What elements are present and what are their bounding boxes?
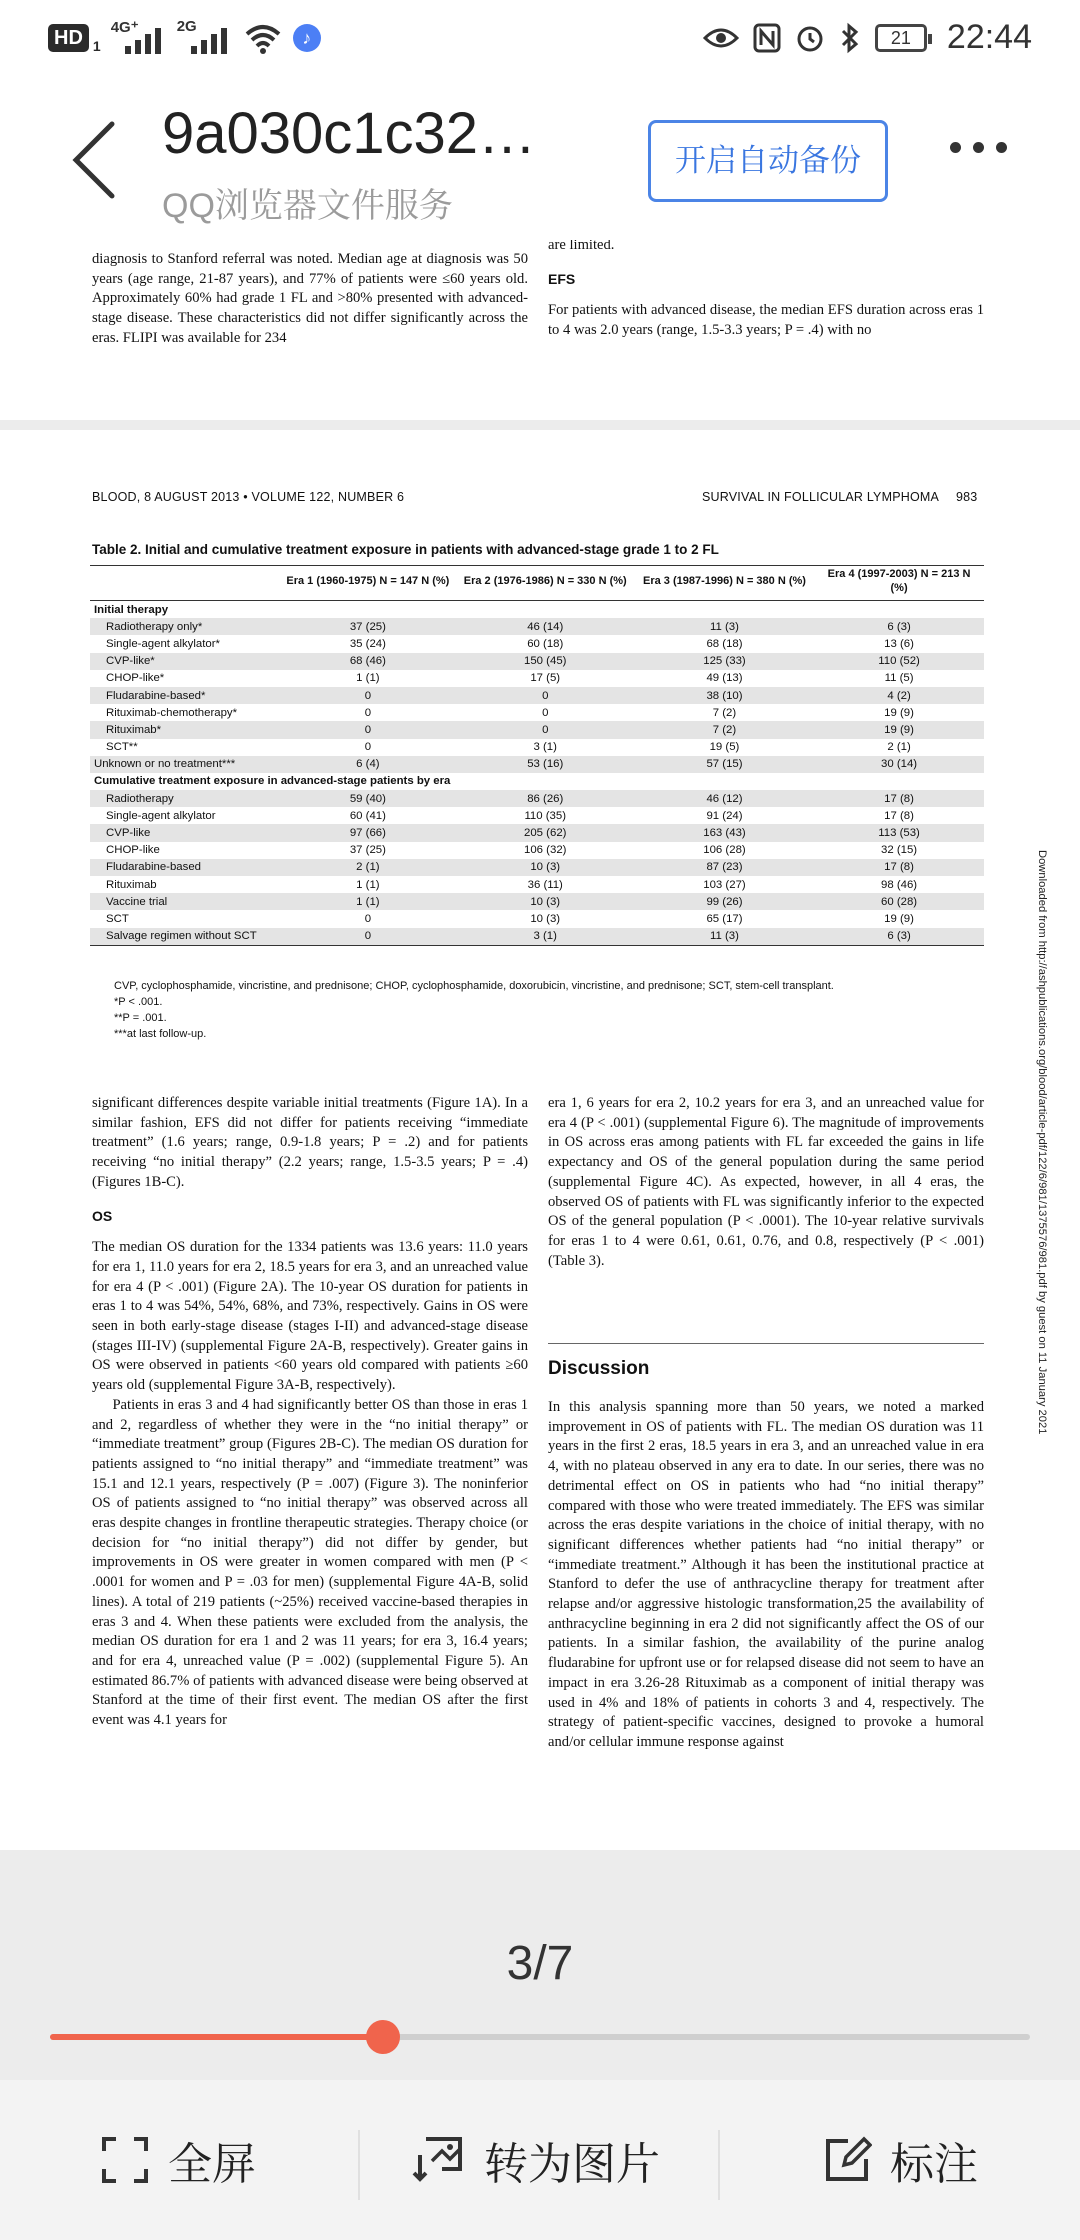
table-footnote: ***at last follow-up.: [114, 1028, 207, 1040]
table-header-cell: Era 3 (1987-1996) N = 380 N (%): [635, 566, 814, 601]
table-row-label: Radiotherapy: [90, 790, 280, 807]
table-header-cell: Era 1 (1960-1975) N = 147 N (%): [280, 566, 455, 601]
table-cell: 0: [280, 928, 455, 946]
edit-pencil-icon: [822, 2135, 872, 2185]
body-paragraph: significant differences despite variable initial treatments (Figure 1A). In a similar fashion, EFS did not differ for patients receiving “immediate treatment” (1.6 years; range, 0.9-1.8 years; P = .2) and for patients receiving “no initial therapy” (2.2 years; range, 1.5-3.5 years; P = .4) (Figures 1B-C).: [92, 1095, 528, 1190]
fullscreen-label: 全屏: [168, 2140, 256, 2189]
body-left-column: [92, 1094, 528, 1731]
table-row: [90, 704, 984, 721]
convert-to-image-button[interactable]: [412, 2080, 660, 2240]
table-row: [90, 635, 984, 652]
app-header: [0, 80, 1080, 240]
table-cell: 10 (3): [456, 893, 635, 910]
table-header-cell: Era 4 (1997-2003) N = 213 N (%): [814, 566, 984, 601]
table-footnote: CVP, cyclophosphamide, vincristine, and prednisone; CHOP, cyclophosphamide, doxorubicin, vincristine, and prednisone; SCT, stem-cell transplant.: [114, 980, 834, 992]
table-row: [90, 859, 984, 876]
table-cell: 0: [456, 687, 635, 704]
table-cell: 57 (15): [635, 756, 814, 773]
table-cell: 2 (1): [887, 741, 911, 754]
table-cell: 17 (8): [814, 859, 984, 876]
table-row: [90, 653, 984, 670]
table-row-label: CVP-like: [90, 824, 280, 841]
table-cell: 10 (3): [530, 912, 561, 925]
page-number: 983: [956, 490, 978, 504]
table-row-label: CHOP-like*: [106, 672, 165, 685]
signal-2g-label: 2G: [176, 18, 197, 35]
table-cell: 7 (2): [712, 706, 737, 719]
table-cell: 38 (10): [635, 687, 814, 704]
table-cell: 65 (17): [706, 912, 743, 925]
bluetooth-icon: [839, 22, 861, 54]
table-row-label: Radiotherapy only*: [90, 618, 280, 635]
table-row-label: Vaccine trial: [90, 893, 280, 910]
table-cell: 32 (15): [881, 844, 918, 857]
table-cell: 37 (25): [349, 844, 386, 857]
table-cell: 3 (1): [533, 741, 557, 754]
toolbar-divider: [718, 2130, 720, 2200]
table-row-label: CVP-like*: [90, 653, 280, 670]
table-cell: 87 (23): [635, 859, 814, 876]
hd-sim-index: 1: [92, 38, 101, 54]
table-row-label: Rituximab-chemotherapy*: [106, 706, 238, 719]
table-cell: 103 (27): [703, 878, 746, 891]
table-row: [90, 739, 984, 756]
table-cell: 60 (18): [527, 637, 564, 650]
table-cell: 35 (24): [349, 637, 386, 650]
prev-left-paragraph: diagnosis to Stanford referral was noted. Median age at diagnosis was 50 years (age range, 21-87 years), and 77% of patients were ≤60 years old. Approximately 60% had grade 1 FL and >80% presented with advanced-stage disease. These characteristics did not differ significantly across the eras. FLIPI was available for 234: [92, 251, 528, 346]
download-notice: Downloaded from http://ashpublications.org/blood/article-pdf/122/6/981/1375576/981.pdf by guest on 11 January 2021: [1036, 850, 1048, 1435]
table-cell: 106 (28): [703, 844, 746, 857]
table-cell: 205 (62): [456, 824, 635, 841]
table-cell: 68 (18): [706, 637, 743, 650]
table-cell: 86 (26): [456, 790, 635, 807]
prev-right-column: [548, 240, 984, 341]
table-cell: 17 (8): [884, 809, 914, 822]
file-service-subtitle: QQ浏览器文件服务: [162, 187, 453, 225]
table-cell: 10 (3): [456, 859, 635, 876]
more-dot-icon: [950, 142, 961, 153]
table-section-label: Initial therapy: [94, 603, 169, 616]
page-slider-progress: [50, 2034, 383, 2040]
table-cell: 125 (33): [635, 653, 814, 670]
table-cell: 97 (66): [280, 824, 455, 841]
hd-voice-badge: HD: [48, 24, 89, 52]
table-row: [90, 910, 984, 927]
nfc-icon: [753, 23, 781, 53]
table-cell: 11 (3): [635, 928, 814, 946]
clock: 22:44: [946, 18, 1032, 56]
table-cell: 163 (43): [635, 824, 814, 841]
annotate-label: 标注: [890, 2140, 978, 2189]
bottom-toolbar: [0, 2080, 1080, 2240]
table-cell: 110 (35): [524, 809, 567, 822]
table-row-label: SCT**: [106, 741, 138, 754]
signal-2g-icon: [177, 18, 233, 58]
table-cell: 6 (3): [814, 928, 984, 946]
signal-4g-icon: [111, 18, 167, 58]
table-footnote: *P < .001.: [114, 996, 163, 1008]
table-section-row: [90, 773, 984, 790]
table-cell: 3 (1): [456, 928, 635, 946]
discussion-column: [548, 1398, 984, 1753]
table-cell: 36 (11): [527, 878, 563, 891]
table-row: [90, 928, 984, 946]
back-arrow-icon: [68, 120, 128, 200]
table-body: [90, 601, 984, 946]
table-row-label: SCT: [106, 912, 129, 925]
table-header-row: [90, 566, 984, 601]
table-cell: 17 (5): [530, 672, 561, 685]
prev-right-top-line: are limited.: [548, 240, 615, 253]
treatment-table: [90, 565, 984, 946]
body-paragraph: The median OS duration for the 1334 patients was 13.6 years: 11.0 years for era 1, 11.0 years for era 2, 18.5 years for era 3, and an unreached value for era 4 (P < .001) (Figure 2A). The 10-year OS duration for patients in eras 1 to 4 was 54%, 54%, 68%, and 73%, respectively. Gains in OS were seen in both early-stage disease (stages I-II) and advanced-stage disease (stages III-IV) (supplemental Figure 2A-B, respectively). Greater gains in OS were observed in patients <60 years old compared with patients ≥60 years old (supplemental Figure 3A-B, respectively).: [92, 1239, 528, 1394]
table-row: [90, 876, 984, 893]
discussion-heading: Discussion: [548, 1358, 650, 1379]
table-cell: 60 (41): [349, 809, 386, 822]
table-header-cell: [90, 566, 280, 601]
fullscreen-button[interactable]: [100, 2080, 256, 2240]
page-indicator: 3/7: [506, 1937, 574, 1990]
table-cell: 99 (26): [635, 893, 814, 910]
page-slider[interactable]: [50, 2034, 1030, 2040]
table-row: [90, 756, 984, 773]
fullscreen-icon: [100, 2135, 150, 2185]
table-cell: 60 (28): [814, 893, 984, 910]
table-cell: 91 (24): [706, 809, 743, 822]
table-cell: 19 (9): [814, 721, 984, 738]
table-cell: 53 (16): [456, 756, 635, 773]
table-row: [90, 670, 984, 687]
table-cell: 0: [364, 706, 372, 719]
battery-icon: [875, 24, 927, 52]
table-cell: 6 (3): [814, 618, 984, 635]
table-cell: 110 (52): [814, 653, 984, 670]
table-cell: 6 (4): [280, 756, 455, 773]
table-row: [90, 842, 984, 859]
wifi-icon: [243, 18, 283, 58]
efs-heading: EFS: [548, 270, 576, 287]
table-cell: 13 (6): [884, 637, 914, 650]
table-cell: 1 (1): [356, 672, 380, 685]
table-cell: 113 (53): [814, 824, 984, 841]
table-row: [90, 721, 984, 738]
table-footnote: **P = .001.: [114, 1012, 167, 1024]
pdf-page-previous: [0, 240, 1080, 420]
table-row-label: Single-agent alkylator: [106, 809, 216, 822]
table-cell: 46 (14): [456, 618, 635, 635]
table-cell: 0: [542, 706, 549, 719]
table-cell: 11 (5): [884, 672, 914, 685]
table-row: [90, 824, 984, 841]
table-cell: 19 (5): [709, 741, 740, 754]
table-row-label: Single-agent alkylator*: [106, 637, 220, 650]
annotate-button[interactable]: [822, 2080, 978, 2240]
body-paragraph: In this analysis spanning more than 50 years, we noted a marked improvement in OS of patients with FL. The median OS duration was 11 years in the first 2 eras, 18.5 years in era 3, and an unreached value in era 4, with no plateau observed in any era to date. In our series, there was no detrimental effect on OS in patients who had “no initial therapy” compared with those who were treated immediately. The EFS was similar across the eras despite variations in the choice of initial therapy, with no significant differences whether patients had “no initial therapy” or “immediate treatment.” Although it has been the institutional practice at Stanford to defer the use of anthracycline therapy for treatment after relapse and/or aggressive histologic transformation,25 the availability of anthracycline beginning in era 2 did not significantly affect the OS of our patients. In a similar fashion, the availability of the purine analog fludarabine for upfront use or for relapsed disease did not seem to have an impact in era 3.26-28 Rituximab as a component of initial therapy was used in 4% and 18% of patients in cohorts 3 and 4, respectively. The strategy of patient-specific vaccines, designed to provoke a humoral and/or cellular immune response against: [548, 1399, 984, 1750]
running-head-right: SURVIVAL IN FOLLICULAR LYMPHOMA: [702, 490, 940, 504]
body-paragraph: Patients in eras 3 and 4 had significantly better OS than those in eras 1 and 2, regardless of whether they were in the “no initial therapy” or “immediate treatment” group (Figures 2B-C). The median OS duration for patients assigned to “no initial therapy” and “immediate treatment” was 15.1 and 12.1 years, respectively (P = .007) (Figure 3). The noninferior OS of patients assigned to “no initial therapy” was observed across all eras despite changes in frontline therapeutic strategies. Therapy choice (or decision for “no initial therapy”) did not differ by gender, but improvements in OS were greater in women compared with men (P < .0001 for women and P = .03 for men) (supplemental Figure 4A-B, solid lines). A total of 219 patients (~25%) received vaccine-based therapies in eras 3 and 4. When these patients were excluded from the analysis, the median OS duration for era 1 and 2 was 11 years; for era 3, 16.4 years; and for era 4, unreached value (P = .002) (supplemental Figure 5). An estimated 86.7% of patients with advanced disease were being observed at Stanford at the time of their first event. The median OS after the first event was 4.1 years for: [92, 1396, 528, 1729]
convert-to-image-label: 转为图片: [484, 2140, 660, 2189]
image-convert-icon: [412, 2135, 466, 2185]
table-row: [90, 893, 984, 910]
table-row-label: Rituximab: [106, 878, 157, 891]
page-slider-thumb[interactable]: [366, 2020, 400, 2054]
table-section-row: [90, 601, 984, 619]
pdf-page-current: [0, 430, 1080, 1850]
table-row-label: CHOP-like: [106, 844, 160, 857]
table-section-label: Cumulative treatment exposure in advanced-stage patients by era: [94, 775, 451, 788]
auto-backup-button[interactable]: 开启自动备份: [648, 120, 888, 202]
table-footnotes: [114, 978, 834, 1042]
table-row: [90, 807, 984, 824]
prev-right-paragraph: For patients with advanced disease, the median EFS duration across eras 1 to 4 was 2.0 years (range, 1.5-3.3 years; P = .4) with no: [548, 302, 984, 339]
more-menu-button[interactable]: [950, 140, 1030, 180]
table-cell: 7 (2): [635, 721, 814, 738]
table-cell: 0: [456, 721, 635, 738]
back-button[interactable]: [68, 120, 128, 200]
table-cell: 49 (13): [706, 672, 743, 685]
more-dot-icon: [973, 142, 984, 153]
table-row: [90, 790, 984, 807]
eye-comfort-icon: [703, 24, 739, 52]
table-cell: 150 (45): [456, 653, 635, 670]
table-cell: 17 (8): [814, 790, 984, 807]
table-cell: 59 (40): [280, 790, 455, 807]
table-cell: 1 (1): [280, 893, 455, 910]
more-dot-icon: [996, 142, 1007, 153]
table-title: Table 2. Initial and cumulative treatment exposure in patients with advanced-stage grade 1 to 2 FL: [92, 542, 719, 557]
os-heading: OS: [92, 1207, 113, 1224]
table-cell: 98 (46): [881, 878, 918, 891]
table-row-label: Salvage regimen without SCT: [90, 928, 280, 946]
section-divider: [548, 1343, 984, 1344]
table-cell: 19 (9): [884, 912, 914, 925]
table-cell: 68 (46): [280, 653, 455, 670]
table-row-label: Fludarabine-based: [90, 859, 280, 876]
table-cell: 46 (12): [635, 790, 814, 807]
table-row-label: Unknown or no treatment***: [90, 756, 280, 773]
table-row: [90, 687, 984, 704]
music-app-icon: ♪: [293, 24, 321, 52]
table-cell: 19 (9): [884, 706, 914, 719]
signal-4g-label: 4G⁺: [110, 19, 139, 36]
running-head-left: BLOOD, 8 AUGUST 2013 • VOLUME 122, NUMBER 6: [92, 490, 405, 504]
table-cell: 0: [364, 741, 372, 754]
battery-level: 21: [890, 27, 911, 48]
table-cell: 11 (3): [635, 618, 814, 635]
file-title: 9a030c1c32…: [162, 101, 537, 166]
toolbar-divider: [358, 2130, 360, 2200]
table-cell: 2 (1): [280, 859, 455, 876]
table-cell: 37 (25): [280, 618, 455, 635]
table-row: [90, 618, 984, 635]
table-cell: 0: [280, 721, 455, 738]
table-cell: 106 (32): [524, 844, 567, 857]
table-row-label: Fludarabine-based*: [90, 687, 280, 704]
table-row-label: Rituximab*: [90, 721, 280, 738]
table-header-cell: Era 2 (1976-1986) N = 330 N (%): [456, 566, 635, 601]
table-cell: 0: [280, 687, 455, 704]
alarm-icon: [795, 23, 825, 53]
body-paragraph: era 1, 6 years for era 2, 10.2 years for era 3, and an unreached value for era 4 (P < .001) (supplemental Figure 6). The magnitude of improvements in OS across eras among patients with FL far exceeded the gains in life expectancy and OS of the general population during the same period (supplemental Figure 4C). As expected, however, in all 4 eras, the observed OS of patients with FL was significantly inferior to the expected OS of the general population (P < .0001). The 10-year relative survivals for eras 1 to 4 were 0.61, 0.61, 0.76, and 0.8, respectively (P < .001) (Table 3).: [548, 1095, 984, 1269]
prev-left-column: [92, 250, 528, 349]
table-cell: 1 (1): [356, 878, 380, 891]
table-cell: 4 (2): [814, 687, 984, 704]
body-right-column: [548, 1094, 984, 1271]
table-cell: 30 (14): [814, 756, 984, 773]
table-cell: 0: [364, 912, 372, 925]
status-bar: [0, 0, 1080, 80]
